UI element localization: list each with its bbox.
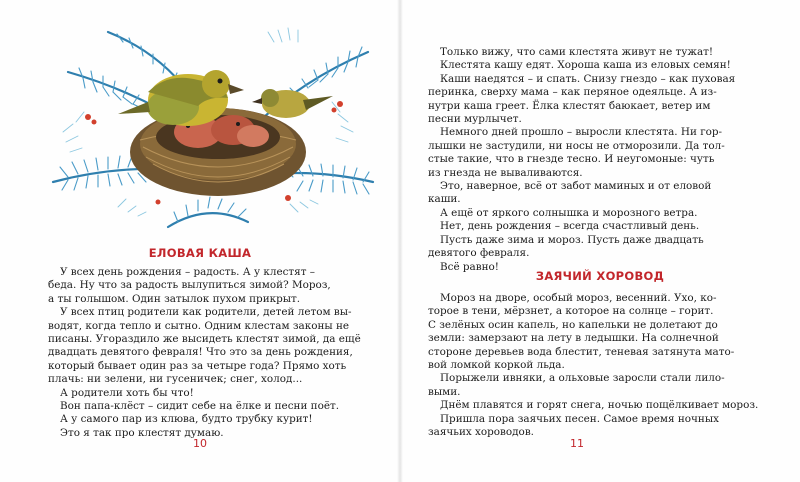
text-line: Нет, день рождения – всегда счастливый день. xyxy=(440,220,700,233)
text-line: Пусть даже зима и мороз. Пусть даже двадцать xyxy=(440,233,704,246)
text-line: из гнезда не вываливаются. xyxy=(428,166,583,179)
text-line: Мороз на дворе, особый мороз, весенний. Ухо, ко- xyxy=(440,292,717,304)
text-line: песни мурлычет. xyxy=(428,113,522,126)
text-line: каши. xyxy=(428,193,461,206)
text-line: Порыжели ивняки, а ольховые заросли стали лило- xyxy=(440,372,725,385)
text-line: стороне деревьев вода блестит, теневая затянута мато- xyxy=(428,345,735,358)
text-line: торое в тени, мёрзнет, а которое на солнце – горит. xyxy=(428,305,714,318)
text-line: Это я так про клестят думаю. xyxy=(60,426,224,439)
text-line: С зелёных осин капель, но капельки не долетают до xyxy=(428,318,718,331)
text-line: Клестята кашу едят. Хороша каша из еловых семян! xyxy=(440,59,731,72)
text-line: писаны. Угораздило же высидеть клестят зимой, да ещё xyxy=(48,333,361,346)
right-page xyxy=(400,0,800,482)
text-line: двадцать девятого февраля! Что это за день рождения, xyxy=(48,346,353,359)
text-line: а ты голышом. Один затылок пухом прикрыт. xyxy=(48,292,301,305)
text-line: нутри каша греет. Ёлка клестят баюкает, ветер им xyxy=(428,99,711,112)
text-line: заячьих хороводов. xyxy=(428,426,534,439)
text-line: девятого февраля. xyxy=(428,247,530,260)
text-line: А родители хоть бы что! xyxy=(60,386,194,399)
text-line: который бывает один раз за четыре года? Прямо хоть xyxy=(48,359,347,372)
text-line: Днём плавятся и горят снега, ночью пощёлкивает мороз. xyxy=(440,399,759,412)
section-heading-spruce-porridge: ЕЛОВАЯ КАША xyxy=(148,246,252,260)
page-number-right: 11 xyxy=(570,437,584,450)
text-line: У всех день рождения – радость. А у клестят – xyxy=(60,266,315,278)
text-line: вой ломкой коркой льда. xyxy=(428,359,565,372)
text-line: лышки не застудили, ни носы не отморозили. Да тол- xyxy=(428,139,725,152)
text-line: Немного дней прошло – выросли клестята. Ни гор- xyxy=(440,126,723,139)
text-line: Это, наверное, всё от забот маминых и от еловой xyxy=(440,180,712,193)
text-line: перинка, сверху мама – как перяное одеяльце. А из- xyxy=(428,86,717,99)
text-line: стые такие, что в гнезде тесно. И неугомоные: чуть xyxy=(428,153,715,166)
text-line: У всех птиц родители как родители, детей летом вы- xyxy=(60,306,352,319)
page-number-left: 10 xyxy=(193,437,207,450)
right-body-text-top xyxy=(428,46,768,274)
text-line: А ещё от яркого солнышка и морозного ветра. xyxy=(440,206,698,219)
text-line: водят, когда тепло и сытно. Одним клестам законы не xyxy=(48,319,350,332)
text-line: Всё равно! xyxy=(440,260,499,273)
text-line: Каши наедятся – и спать. Снизу гнездо – как пуховая xyxy=(440,72,736,85)
left-body-text xyxy=(48,266,378,440)
text-line: Пришла пора заячьих песен. Самое время ночных xyxy=(440,412,719,425)
right-body-text-bottom xyxy=(428,292,768,439)
crossbill-nest-illustration xyxy=(48,12,378,234)
text-line: земли: замерзают на лету в ледышки. На солнечной xyxy=(428,332,719,345)
text-line: Только вижу, что сами клестята живут не тужат! xyxy=(440,46,714,58)
section-heading-hare-round-dance: ЗАЯЧИЙ ХОРОВОД xyxy=(535,269,665,283)
text-line: плачь: ни зелени, ни гусеничек; снег, холод... xyxy=(48,373,303,386)
text-line: Вон папа-клёст – сидит себе на ёлке и песни поёт. xyxy=(60,400,340,413)
text-line: беда. Ну что за радость вылупиться зимой? Мороз, xyxy=(48,279,331,292)
text-line: А у самого пар из клюва, будто трубку курит! xyxy=(60,413,313,426)
text-line: выми. xyxy=(428,385,461,398)
